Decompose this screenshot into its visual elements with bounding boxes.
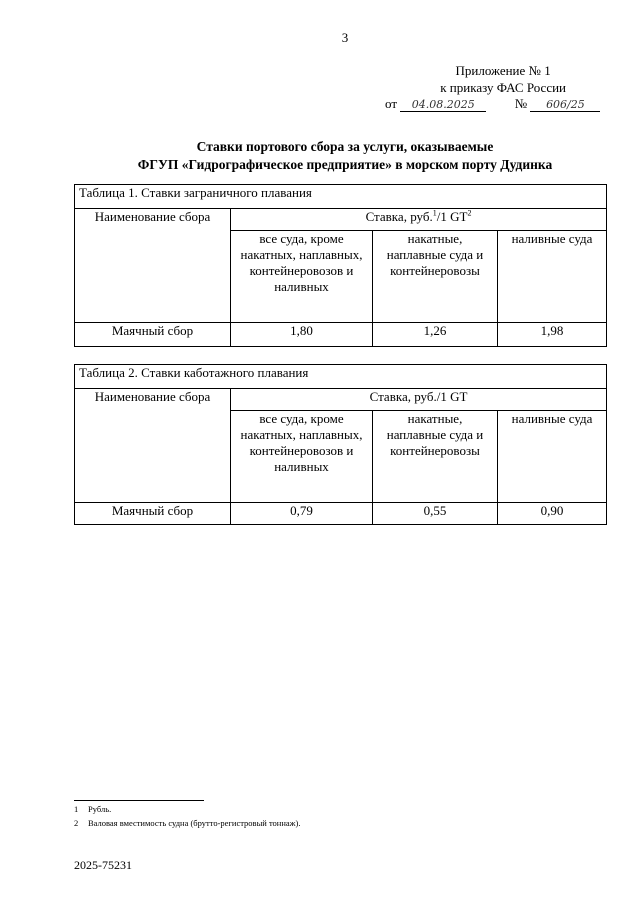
column-header-tankers: наливные суда xyxy=(498,231,607,323)
number-prefix: № xyxy=(514,96,528,111)
annex-date-number xyxy=(385,96,600,112)
column-header-other-ships: все суда, кроме накатных, наплавных, контейнеровозов и наливных xyxy=(231,231,373,323)
value-other-ships: 1,80 xyxy=(231,323,373,347)
value-roro-container: 0,55 xyxy=(373,503,498,525)
annex-header xyxy=(440,62,566,96)
footnote-text: Рубль. xyxy=(88,804,112,814)
column-header-fee-name: Наименование сбора xyxy=(75,389,231,503)
table-caption: Таблица 2. Ставки каботажного плавания xyxy=(75,365,607,389)
column-header-tankers: наливные суда xyxy=(498,411,607,503)
column-header-roro-container: накатные, наплавные суда и контейнеровозы xyxy=(373,411,498,503)
title-line-1: Ставки портового сбора за услуги, оказываемые xyxy=(196,139,494,154)
footnote-separator xyxy=(74,800,204,801)
table-coastal-rates xyxy=(74,364,607,525)
footnote-mark: 2 xyxy=(74,818,79,828)
footnote-1 xyxy=(74,804,111,814)
document-registration-number: 2025-75231 xyxy=(74,858,132,872)
rate-unit: Ставка, руб. xyxy=(365,209,433,224)
value-roro-container: 1,26 xyxy=(373,323,498,347)
row-label-lighthouse-fee: Маячный сбор xyxy=(75,503,231,525)
table-foreign-rates xyxy=(74,184,607,347)
value-tankers: 0,90 xyxy=(498,503,607,525)
footnote-ref-1: 1 xyxy=(432,208,437,218)
footnote-2 xyxy=(74,818,301,828)
value-tankers: 1,98 xyxy=(498,323,607,347)
date-handwritten: 04.08.2025 xyxy=(400,98,486,112)
rate-unit-gt: /1 GT xyxy=(436,209,468,224)
annex-title: Приложение № 1 xyxy=(455,63,551,78)
title-line-2: ФГУП «Гидрографическое предприятие» в морском порту Дудинка xyxy=(137,157,553,172)
column-header-rate xyxy=(231,209,607,231)
page-number: 3 xyxy=(341,30,349,45)
number-handwritten: 606/25 xyxy=(530,98,600,112)
row-label-lighthouse-fee: Маячный сбор xyxy=(75,323,231,347)
date-prefix: от xyxy=(385,96,398,111)
footnote-text: Валовая вместимость судна (брутто-регистровый тоннаж). xyxy=(88,818,301,828)
column-header-other-ships: все суда, кроме накатных, наплавных, контейнеровозов и наливных xyxy=(231,411,373,503)
footnote-mark: 1 xyxy=(74,804,79,814)
value-other-ships: 0,79 xyxy=(231,503,373,525)
footnote-ref-2: 2 xyxy=(467,208,472,218)
table-caption: Таблица 1. Ставки заграничного плавания xyxy=(75,185,607,209)
column-header-roro-container: накатные, наплавные суда и контейнеровозы xyxy=(373,231,498,323)
document-title xyxy=(0,138,640,174)
column-header-rate: Ставка, руб./1 GT xyxy=(231,389,607,411)
column-header-fee-name: Наименование сбора xyxy=(75,209,231,323)
annex-order-ref: к приказу ФАС России xyxy=(440,80,566,95)
